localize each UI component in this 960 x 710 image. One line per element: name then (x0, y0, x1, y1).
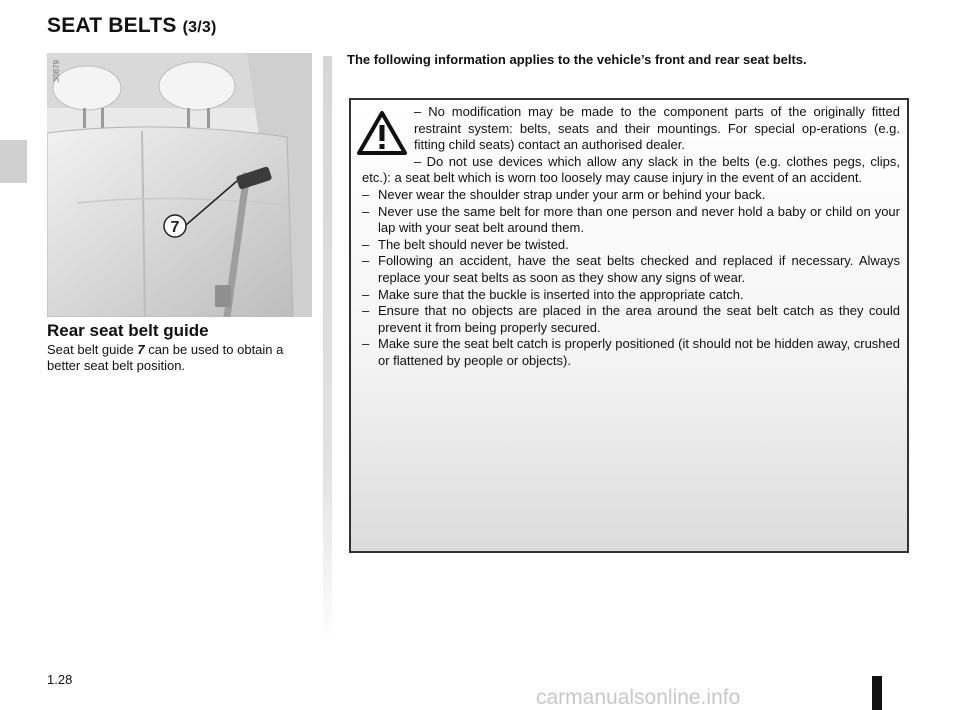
warning-lead-2: – Do not use devices which allow any slack in the belts (e.g. clothes pegs, clips, etc.): a seat belt which is worn too loosely may cause injury in the event of an accident. (362, 153, 900, 186)
body-ref: 7 (137, 342, 145, 357)
rear-seat-photo (47, 53, 312, 317)
section-heading: Rear seat belt guide (47, 321, 209, 340)
body-text-b: can be used to obtain a better seat belt position. (47, 342, 284, 373)
section-body (47, 342, 317, 374)
list-item: – Never use the same belt for more than one person and never hold a baby or child on your lap with your seat belt around them. (362, 203, 900, 236)
page-number: 1.28 (47, 672, 73, 687)
list-item: – Never wear the shoulder strap under your arm or behind your back. (362, 186, 766, 202)
column-divider (323, 56, 332, 646)
list-item: – The belt should never be twisted. (362, 236, 569, 252)
list-item: – Ensure that no objects are placed in the area around the seat belt catch as they could prevent it from being properly secured. (362, 303, 900, 335)
list-item: – Make sure that the buckle is inserted into the appropriate catch. (362, 286, 744, 302)
body-text-a: Seat belt guide (47, 342, 138, 357)
title-text: SEAT BELTS (47, 14, 177, 37)
watermark: carmanualsonline.info (536, 686, 741, 709)
intro-text: The following information applies to the vehicle’s front and rear seat belts. (347, 52, 807, 67)
page-title (47, 14, 217, 38)
corner-mark (872, 676, 882, 710)
chapter-tab (0, 140, 27, 183)
list-item: – Following an accident, have the seat belts checked and replaced if necessary. Always replace your seat belts as soon as they show any signs of wear. (362, 253, 900, 285)
warning-text (362, 104, 900, 370)
callout-7: 7 (170, 219, 180, 236)
figure-ref: 30879 (52, 60, 61, 83)
title-part: (3/3) (182, 19, 217, 36)
warning-lead-1: – No modification may be made to the component parts of the originally fitted restraint system: belts, seats and their mountings. For special op-erations (e.g. fitting child seats) contact an authorised dealer. (414, 104, 900, 153)
list-item: – Make sure the seat belt catch is properly positioned (it should not be hidden away, crushed or flattened by people or objects). (362, 336, 900, 368)
rear-seat-illustration (47, 53, 312, 317)
